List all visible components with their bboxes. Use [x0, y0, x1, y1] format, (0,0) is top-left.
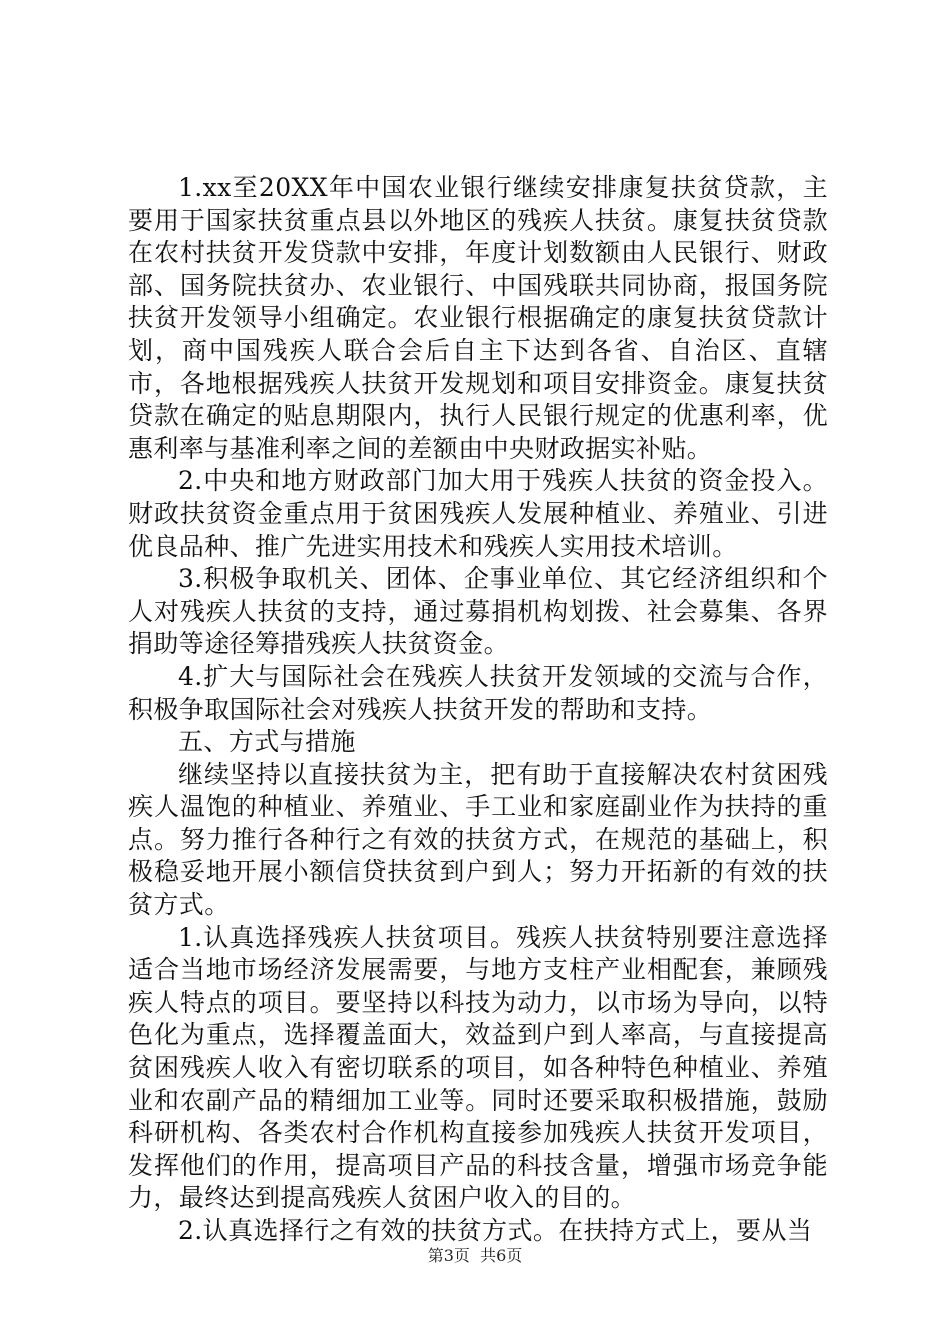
paragraph-projects: 1.认真选择残疾人扶贫项目。残疾人扶贫特别要注意选择适合当地市场经济发展需要，与地方支柱产业相配套，兼顾残疾人特点的项目。要坚持以科技为动力，以市场为导向，以特色化为重点，选择覆盖面大，效益到户到人率高，与直接提高贫困残疾人收入有密切联系的项目，如各种特色种植业、养殖业和农副产品的精细加工业等。同时还要采取积极措施，鼓励科研机构、各类农村合作机构直接参加残疾人扶贫开发项目，发挥他们的作用，提高项目产品的科技含量，增强市场竞争能力，最终达到提高残疾人贫困户收入的目的。 [128, 922, 828, 1213]
page-footer [0, 1243, 950, 1266]
paragraph-finance: 2.中央和地方财政部门加大用于残疾人扶贫的资金投入。财政扶贫资金重点用于贫困残疾人发展种植业、养殖业、引进优良品种、推广先进实用技术和残疾人实用技术培训。 [128, 466, 828, 561]
paragraph-methods: 2.认真选择行之有效的扶贫方式。在扶持方式上，要从当 [178, 1216, 813, 1245]
paragraph-loan: 1.xx至20XX年中国农业银行继续安排康复扶贫贷款，主要用于国家扶贫重点县以外地区的残疾人扶贫。康复扶贫贷款在农村扶贫开发贷款中安排，年度计划数额由人民银行、财政部、国务院扶贫办、农业银行、中国残联共同协商，报国务院扶贫开发领导小组确定。农业银行根据确定的康复扶贫贷款计划，商中国残疾人联合会后自主下达到各省、自治区、直辖市，各地根据残疾人扶贫开发规划和项目安排资金。康复扶贫贷款在确定的贴息期限内，执行人民银行规定的优惠利率，优惠利率与基准利率之间的差额由中央财政据实补贴。 [128, 173, 828, 463]
paragraph-international: 4.扩大与国际社会在残疾人扶贫开发领域的交流与合作，积极争取国际社会对残疾人扶贫开发的帮助和支持。 [128, 661, 828, 724]
paragraph-support: 3.积极争取机关、团体、企事业单位、其它经济组织和个人对残疾人扶贫的支持，通过募捐机构划拨、社会募集、各界捐助等途径筹措残疾人扶贫资金。 [128, 564, 828, 659]
section-heading: 五、方式与措施 [178, 727, 356, 757]
page-number: 第3页 [427, 1246, 470, 1265]
page-total: 共6页 [480, 1246, 523, 1265]
paragraph-approach: 继续坚持以直接扶贫为主，把有助于直接解决农村贫困残疾人温饱的种植业、养殖业、手工业和家庭副业作为扶持的重点。努力推行各种行之有效的扶贫方式，在规范的基础上，积极稳妥地开展小额信贷扶贫到户到人；努力开拓新的有效的扶贫方式。 [128, 759, 828, 920]
document-body [128, 172, 828, 1248]
